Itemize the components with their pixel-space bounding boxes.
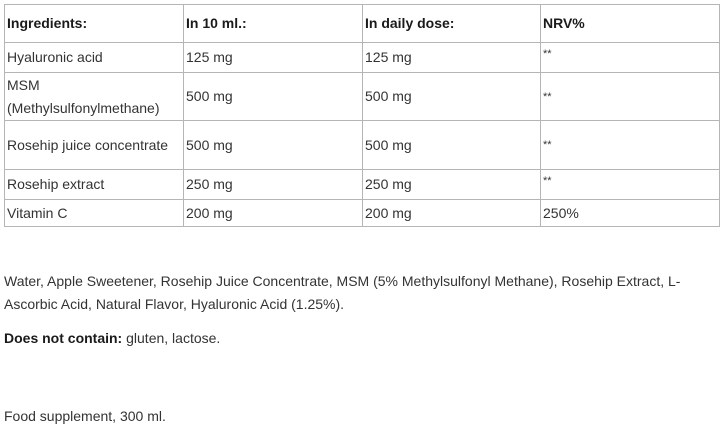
ingredient-name: Rosehip juice concentrate: [5, 121, 184, 170]
allergen-value: gluten, lactose.: [122, 330, 221, 346]
amount-per-10ml: 250 mg: [184, 170, 363, 200]
amount-daily: 250 mg: [363, 170, 541, 200]
nrv-value: **: [541, 73, 720, 121]
nrv-value: **: [541, 170, 720, 200]
amount-per-10ml: 200 mg: [184, 200, 363, 227]
allergen-label: Does not contain:: [4, 330, 123, 346]
ingredient-name: Vitamin C: [5, 200, 184, 227]
header-ingredients: Ingredients:: [5, 5, 184, 43]
table-row: [5, 121, 720, 170]
ingredient-name: Hyaluronic acid: [5, 43, 184, 73]
table-row: [5, 170, 720, 200]
nrv-value: **: [541, 43, 720, 73]
allergen-statement: [4, 327, 220, 350]
table-row: [5, 43, 720, 73]
header-daily-dose: In daily dose:: [363, 5, 541, 43]
amount-daily: 500 mg: [363, 73, 541, 121]
nrv-value: **: [541, 121, 720, 170]
amount-per-10ml: 500 mg: [184, 73, 363, 121]
amount-daily: 125 mg: [363, 43, 541, 73]
header-per-10ml: In 10 ml.:: [184, 5, 363, 43]
header-nrv: NRV%: [541, 5, 720, 43]
ingredient-name: MSM (Methylsulfonylmethane): [5, 73, 184, 121]
ingredients-table: [4, 4, 720, 227]
table-row: [5, 73, 720, 121]
product-description: Food supplement, 300 ml.: [4, 408, 166, 424]
amount-daily: 500 mg: [363, 121, 541, 170]
amount-per-10ml: 500 mg: [184, 121, 363, 170]
nrv-value: 250%: [541, 200, 720, 227]
composition-text: Water, Apple Sweetener, Rosehip Juice Concentrate, MSM (5% Methylsulfonyl Methane), Rosehip Extract, L-Ascorbic Acid, Natural Flavor, Hyaluronic Acid (1.25%).: [4, 273, 681, 312]
table-header-row: [5, 5, 720, 43]
table-row: [5, 200, 720, 227]
ingredient-name: Rosehip extract: [5, 170, 184, 200]
amount-per-10ml: 125 mg: [184, 43, 363, 73]
amount-daily: 200 mg: [363, 200, 541, 227]
